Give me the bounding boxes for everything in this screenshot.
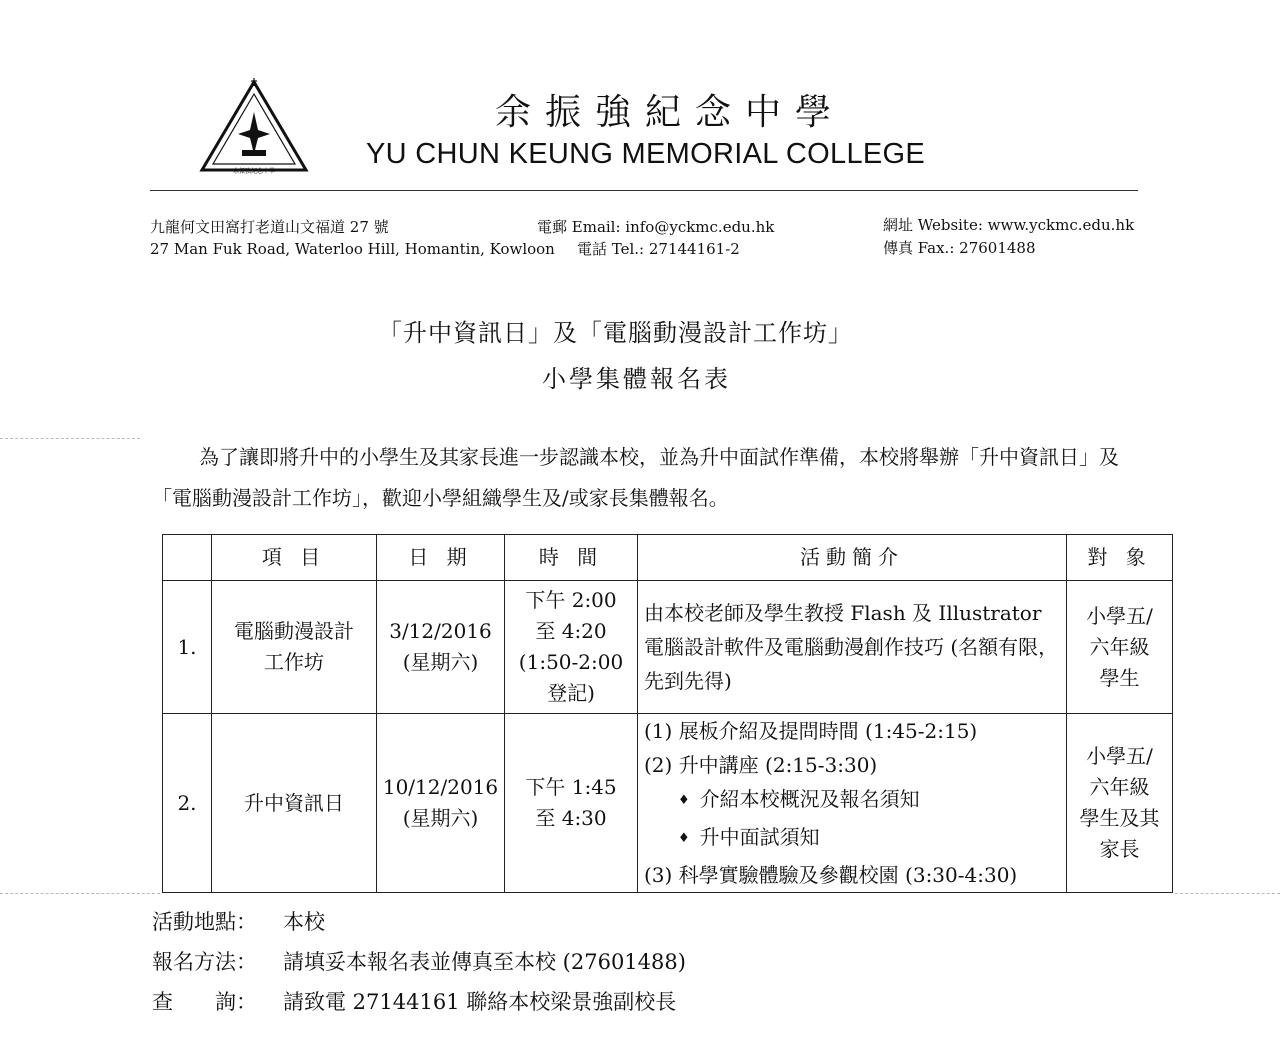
row-item <box>212 581 377 714</box>
header-date: 日 期 <box>377 535 505 581</box>
enquiry-line <box>152 986 676 1016</box>
school-logo <box>198 78 310 178</box>
row-target <box>1067 581 1173 714</box>
enquiry-value: 請致電 27144161 聯絡本校梁景強副校長 <box>283 990 677 1014</box>
table-header-row <box>163 535 1173 581</box>
row-item: 升中資訊日 <box>212 714 377 893</box>
day-text: (星期六) <box>402 806 479 830</box>
form-title: 「升中資訊日」及「電腦動漫設計工作坊」 <box>378 319 853 347</box>
target-text: 小學五/ <box>1086 603 1153 628</box>
row-time <box>505 714 638 893</box>
description-list <box>644 714 1062 892</box>
row-description <box>638 714 1067 893</box>
table-row <box>163 581 1173 714</box>
address-zh: 九龍何文田窩打老道山文福道 27 號 <box>150 218 389 236</box>
time-text: 登記) <box>547 681 595 705</box>
date-text: 10/12/2016 <box>382 775 499 799</box>
fax-contact: 傳真 Fax.: 27601488 <box>883 239 1036 257</box>
item-text: 電腦動漫設計 <box>234 619 354 643</box>
school-name-en: YU CHUN KEUNG MEMORIAL COLLEGE <box>366 138 926 170</box>
method-value: 請填妥本報名表並傳真至本校 (27601488) <box>283 950 686 974</box>
list-item: ♦ 升中面試須知 <box>644 820 1062 858</box>
row-target <box>1067 714 1173 893</box>
target-text: 小學五/ <box>1086 744 1153 768</box>
row-number: 1. <box>163 581 212 714</box>
header-time: 時 間 <box>505 535 638 581</box>
list-item: ♦ 介紹本校概況及報名須知 <box>644 782 1062 820</box>
time-text: 至 4:30 <box>535 806 607 830</box>
list-item: (2) 升中講座 (2:15-3:30) <box>644 753 878 777</box>
table-row <box>163 714 1173 893</box>
telephone-contact: 電話 Tel.: 27144161-2 <box>577 240 740 258</box>
header-no <box>163 535 212 581</box>
row-date <box>377 581 505 714</box>
header-item: 項 目 <box>212 535 377 581</box>
scan-mark <box>0 438 140 439</box>
header-divider <box>150 190 1138 191</box>
time-text: (1:50-2:00 <box>518 650 624 674</box>
venue-value: 本校 <box>283 910 325 934</box>
scan-mark <box>1175 893 1280 894</box>
target-text: 學生及其 <box>1079 806 1160 830</box>
venue-line <box>152 906 325 936</box>
school-name-zh: 余振強紀念中學 <box>495 92 846 133</box>
item-text: 工作坊 <box>264 650 324 674</box>
method-label: 報名方法： <box>152 950 257 974</box>
scan-mark <box>0 893 160 894</box>
registration-method-line <box>152 946 686 976</box>
date-text: 3/12/2016 <box>389 619 492 643</box>
row-description: 由本校老師及學生教授 Flash 及 Illustrator 電腦設計軟件及電腦動漫創作技巧 (名額有限，先到先得) <box>638 581 1067 714</box>
email-contact: 電郵 Email: info@yckmc.edu.hk <box>537 218 775 236</box>
row-number: 2. <box>163 714 212 893</box>
row-time <box>505 581 638 714</box>
time-text: 至 4:20 <box>535 619 607 643</box>
day-text: (星期六) <box>402 650 479 674</box>
svg-text:余振強紀念中學: 余振強紀念中學 <box>232 168 276 175</box>
venue-label: 活動地點： <box>152 910 257 934</box>
intro-paragraph: 為了讓即將升中的小學生及其家長進一步認識本校，並為升中面試作準備，本校將舉辦「升中資訊日」及「電腦動漫設計工作坊」，歡迎小學組織學生及/或家長集體報名。 <box>152 445 1119 510</box>
list-item: (1) 展板介紹及提問時間 (1:45-2:15) <box>644 719 978 743</box>
header-target: 對 象 <box>1067 535 1173 581</box>
time-text: 下午 1:45 <box>525 775 617 799</box>
form-subtitle: 小學集體報名表 <box>542 365 731 393</box>
activity-table <box>162 534 1173 893</box>
row-date <box>377 714 505 893</box>
target-text: 六年級 <box>1089 634 1150 659</box>
target-text: 家長 <box>1099 837 1140 861</box>
target-text: 六年級 <box>1089 775 1150 799</box>
header-description: 活動簡介 <box>638 535 1067 581</box>
time-text: 下午 2:00 <box>525 588 617 612</box>
address-en: 27 Man Fuk Road, Waterloo Hill, Homantin, Kowloon <box>150 240 555 258</box>
website-contact: 網址 Website: www.yckmc.edu.hk <box>883 216 1135 234</box>
enquiry-label: 查 詢： <box>152 990 257 1014</box>
target-text: 學生 <box>1099 665 1140 690</box>
list-item: (3) 科學實驗體驗及參觀校園 (3:30-4:30) <box>644 863 1018 887</box>
